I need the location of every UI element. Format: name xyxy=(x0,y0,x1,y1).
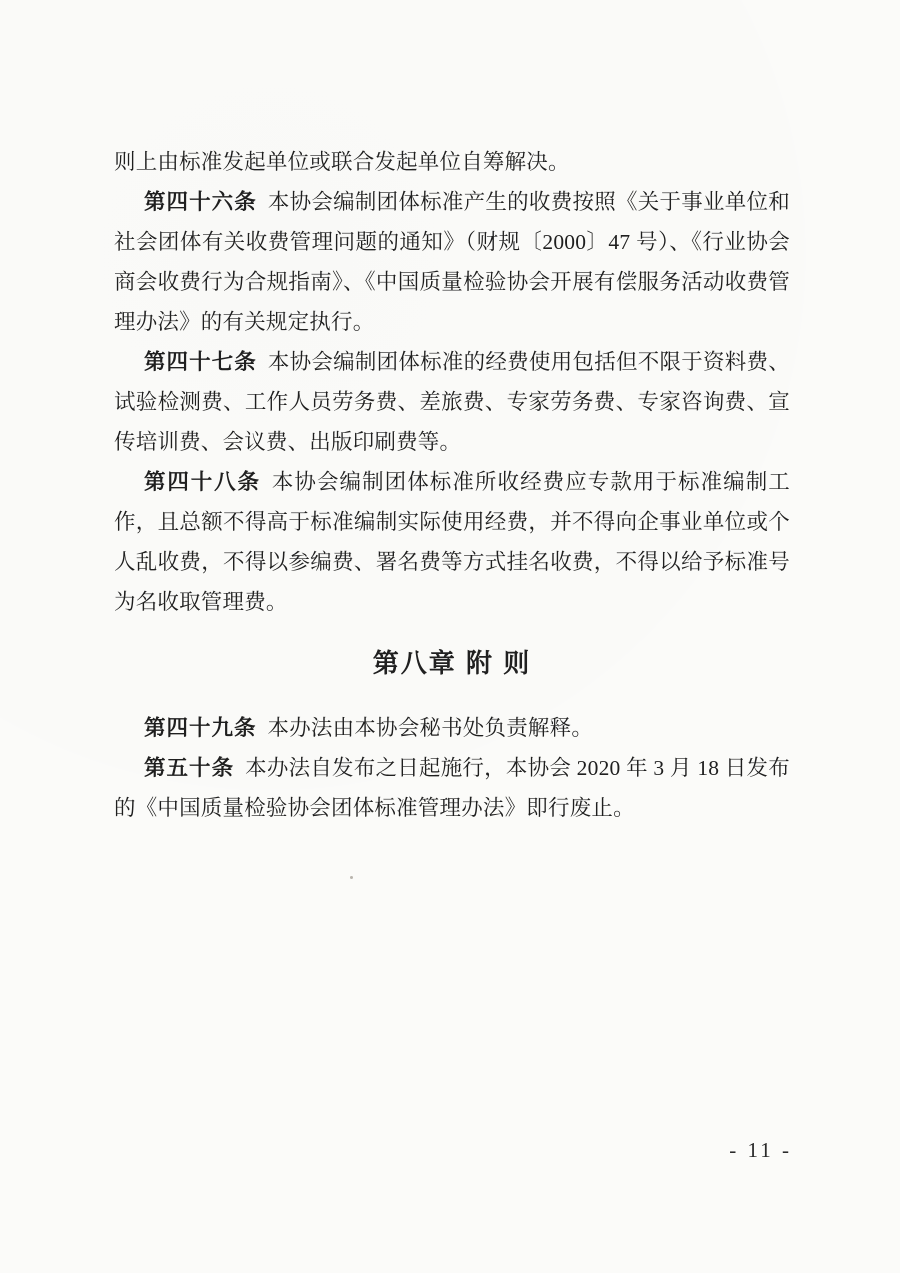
article-number: 第四十八条 xyxy=(144,470,261,494)
page-number: - 11 - xyxy=(729,1138,792,1162)
paragraph-continuation xyxy=(114,142,790,182)
article-number: 第五十条 xyxy=(144,756,235,780)
paragraph-article-49 xyxy=(114,708,790,748)
scan-artifact xyxy=(350,876,353,879)
document-body xyxy=(114,142,790,828)
chapter-heading: 第八章 附 则 xyxy=(372,648,532,678)
article-number: 第四十七条 xyxy=(144,350,257,374)
paragraph-text: 本办法由本协会秘书处负责解释。 xyxy=(267,716,594,740)
paragraph-article-46 xyxy=(114,182,790,342)
paragraph-article-47 xyxy=(114,342,790,462)
paragraph-article-48 xyxy=(114,462,790,622)
paragraph-text: 则上由标准发起单位或联合发起单位自筹解决。 xyxy=(114,150,570,174)
paragraph-text: 本办法自发布之日起施行，本协会 2020 年 3 月 18 日发布的《中国质量检验协会团体标准管理办法》即行废止。 xyxy=(114,756,790,820)
article-number: 第四十九条 xyxy=(144,716,257,740)
paragraph-text: 本协会编制团体标准产生的收费按照《关于事业单位和社会团体有关收费管理问题的通知》（财规〔2000〕47 号）、《行业协会商会收费行为合规指南》、《中国质量检验协会开展有偿服务活动收费管理办法》的有关规定执行。 xyxy=(114,190,790,334)
paragraph-article-50 xyxy=(114,748,790,828)
article-number: 第四十六条 xyxy=(144,190,257,214)
paragraph-text: 本协会编制团体标准所收经费应专款用于标准编制工作，且总额不得高于标准编制实际使用经费，并不得向企事业单位或个人乱收费，不得以参编费、署名费等方式挂名收费，不得以给予标准号为名收取管理费。 xyxy=(114,470,790,614)
paragraph-text: 本协会编制团体标准的经费使用包括但不限于资料费、试验检测费、工作人员劳务费、差旅费、专家劳务费、专家咨询费、宣传培训费、会议费、出版印刷费等。 xyxy=(114,350,790,454)
